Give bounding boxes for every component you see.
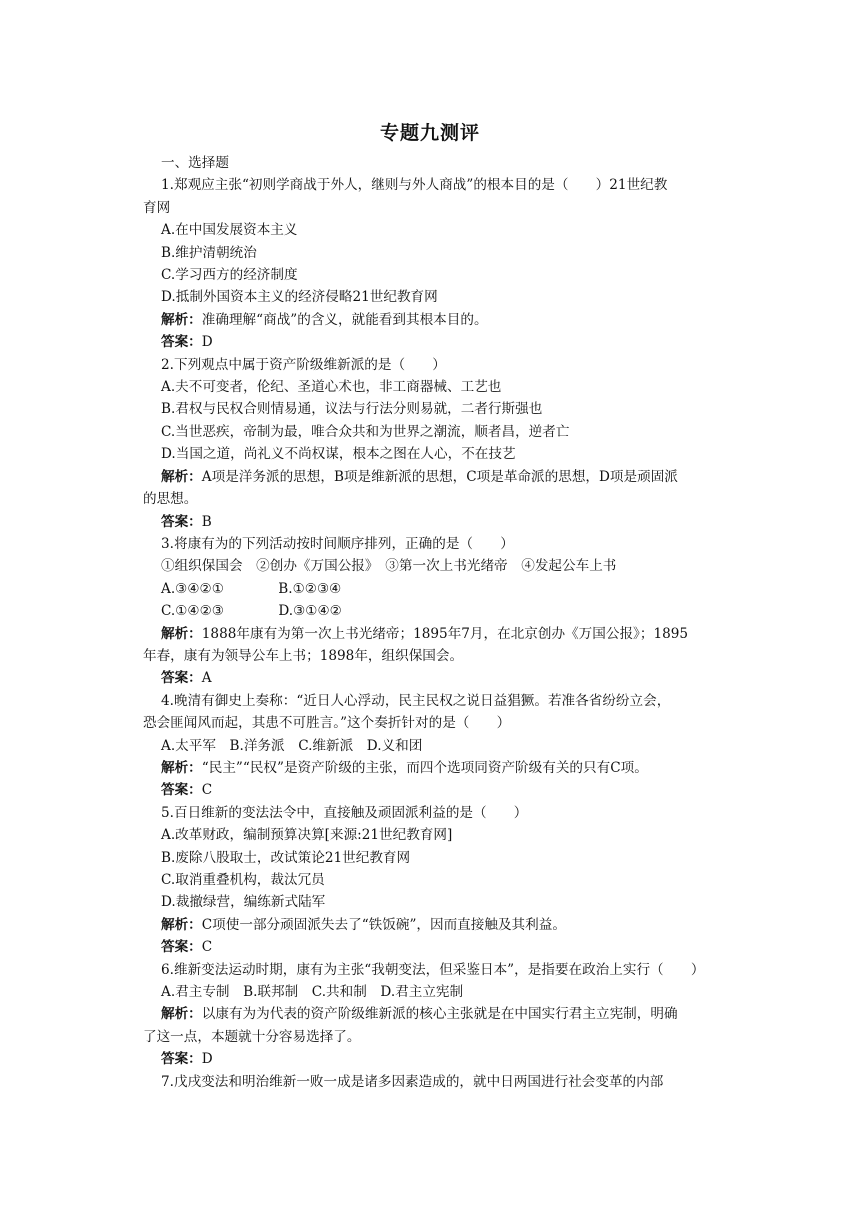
question-3-options-cd: C.①④②③ D.③①④② — [161, 603, 342, 620]
question-5-stem: 5.百日维新的变法法令中，直接触及顽固派利益的是（ ） — [161, 804, 528, 821]
page-title: 专题九测评 — [379, 122, 480, 144]
analysis-text: A项是洋务派的思想，B项是维新派的思想，C项是革命派的思想，D项是顽固派 — [201, 468, 678, 485]
question-3-stem: 3.将康有为的下列活动按时间顺序排列，正确的是（ ） — [161, 535, 514, 552]
analysis-text: “民主”“民权”是资产阶级的主张，而四个选项同资产阶级有关的只有C项。 — [201, 759, 648, 776]
question-3-options-ab: A.③④②① B.①②③④ — [161, 580, 342, 597]
question-6-analysis — [143, 1003, 737, 1025]
answer-value: C — [201, 782, 213, 799]
answer-label: 答案： — [161, 334, 202, 351]
question-2-option-b: B.君权与民权合则情易通，议法与行法分则易就，二者行斯强也 — [161, 401, 543, 418]
question-7-stem: 7.戊戌变法和明治维新一败一成是诸多因素造成的，就中日两国进行社会变革的内部 — [161, 1073, 664, 1090]
answer-value: B — [201, 513, 212, 530]
analysis-label: 解析： — [161, 759, 202, 776]
analysis-label: 解析： — [161, 311, 202, 328]
question-2-option-a: A.夫不可变者，伦纪、圣道心术也，非工商器械、工艺也 — [161, 379, 502, 396]
analysis-label: 解析： — [161, 1006, 202, 1023]
question-5-answer — [143, 936, 737, 958]
question-1-stem: 1.郑观应主张“初则学商战于外人，继则与外人商战”的根本目的是（ ）21世纪教 — [161, 177, 668, 194]
question-1-option-b: B.维护清朝统治 — [161, 244, 257, 261]
question-5-option-a: A.改革财政，编制预算决算[来源:21世纪教育网] — [161, 827, 453, 844]
question-5-option-d: D.裁撤绿营，编练新式陆军 — [161, 894, 326, 911]
analysis-text: 准确理解“商战”的含义，就能看到其根本目的。 — [201, 311, 488, 328]
question-2-answer — [143, 511, 737, 533]
analysis-label: 解析： — [161, 468, 202, 485]
analysis-text: 1888年康有为第一次上书光绪帝；1895年7月，在北京创办《万国公报》；1895 — [201, 625, 689, 642]
question-3-items: ①组织保国会 ②创办《万国公报》 ③第一次上书光绪帝 ④发起公车上书 — [161, 558, 617, 575]
analysis-label: 解析： — [161, 916, 202, 933]
answer-label: 答案： — [161, 782, 202, 799]
question-6-analysis-cont: 了这一点，本题就十分容易选择了。 — [143, 1028, 361, 1045]
question-1-option-a: A.在中国发展资本主义 — [161, 222, 298, 239]
question-3-answer — [143, 667, 737, 689]
question-4-options: A.太平军 B.洋务派 C.维新派 D.义和团 — [161, 737, 423, 754]
question-1-analysis — [143, 309, 737, 331]
question-6-answer — [143, 1048, 737, 1070]
analysis-text: C项使一部分顽固派失去了“铁饭碗”，因而直接触及其利益。 — [201, 916, 566, 933]
question-2-analysis-cont: 的思想。 — [143, 491, 198, 508]
question-1-stem-cont: 育网 — [143, 199, 171, 216]
question-2-option-c: C.当世恶疾，帝制为最，唯合众共和为世界之潮流，顺者昌，逆者亡 — [161, 423, 570, 440]
question-4-analysis — [143, 757, 737, 779]
question-5-option-b: B.废除八股取士，改试策论21世纪教育网 — [161, 849, 411, 866]
question-5-option-c: C.取消重叠机构，裁汰冗员 — [161, 872, 325, 888]
question-4-stem: 4.晚清有御史上奏称：“近日人心浮动，民主民权之说日益猖獗。若准各省纷纷立会， — [161, 692, 671, 709]
question-6-stem: 6.维新变法运动时期，康有为主张“我朝变法，但采鉴日本”，是指要在政治上实行（ ） — [161, 961, 705, 978]
answer-label: 答案： — [161, 939, 202, 956]
answer-value: D — [201, 334, 213, 351]
question-2-stem: 2.下列观点中属于资产阶级维新派的是（ ） — [161, 356, 446, 373]
question-1-option-c: C.学习西方的经济制度 — [161, 267, 298, 284]
answer-label: 答案： — [161, 513, 202, 530]
section-heading: 一、选择题 — [161, 155, 229, 171]
analysis-text: 以康有为为代表的资产阶级维新派的核心主张就是在中国实行君主立宪制，明确 — [201, 1006, 678, 1023]
question-2-analysis — [143, 466, 737, 488]
analysis-label: 解析： — [161, 625, 202, 642]
answer-label: 答案： — [161, 670, 202, 687]
answer-label: 答案： — [161, 1051, 202, 1068]
question-4-answer — [143, 779, 737, 801]
answer-value: D — [201, 1051, 213, 1068]
question-5-analysis — [143, 914, 737, 936]
question-3-analysis — [143, 623, 737, 645]
question-2-option-d: D.当国之道，尚礼义不尚权谋，根本之图在人心，不在技艺 — [161, 446, 516, 463]
question-4-stem-cont: 恐会匪闻风而起，其患不可胜言。”这个奏折针对的是（ ） — [143, 715, 511, 732]
document-body — [143, 152, 737, 1093]
question-1-option-d: D.抵制外国资本主义的经济侵略21世纪教育网 — [161, 289, 438, 306]
question-6-options: A.君主专制 B.联邦制 C.共和制 D.君主立宪制 — [161, 984, 464, 1001]
answer-value: A — [201, 670, 212, 687]
answer-value: C — [201, 939, 213, 956]
question-1-answer — [143, 331, 737, 353]
question-3-analysis-cont: 年春，康有为领导公车上书；1898年，组织保国会。 — [143, 647, 464, 664]
